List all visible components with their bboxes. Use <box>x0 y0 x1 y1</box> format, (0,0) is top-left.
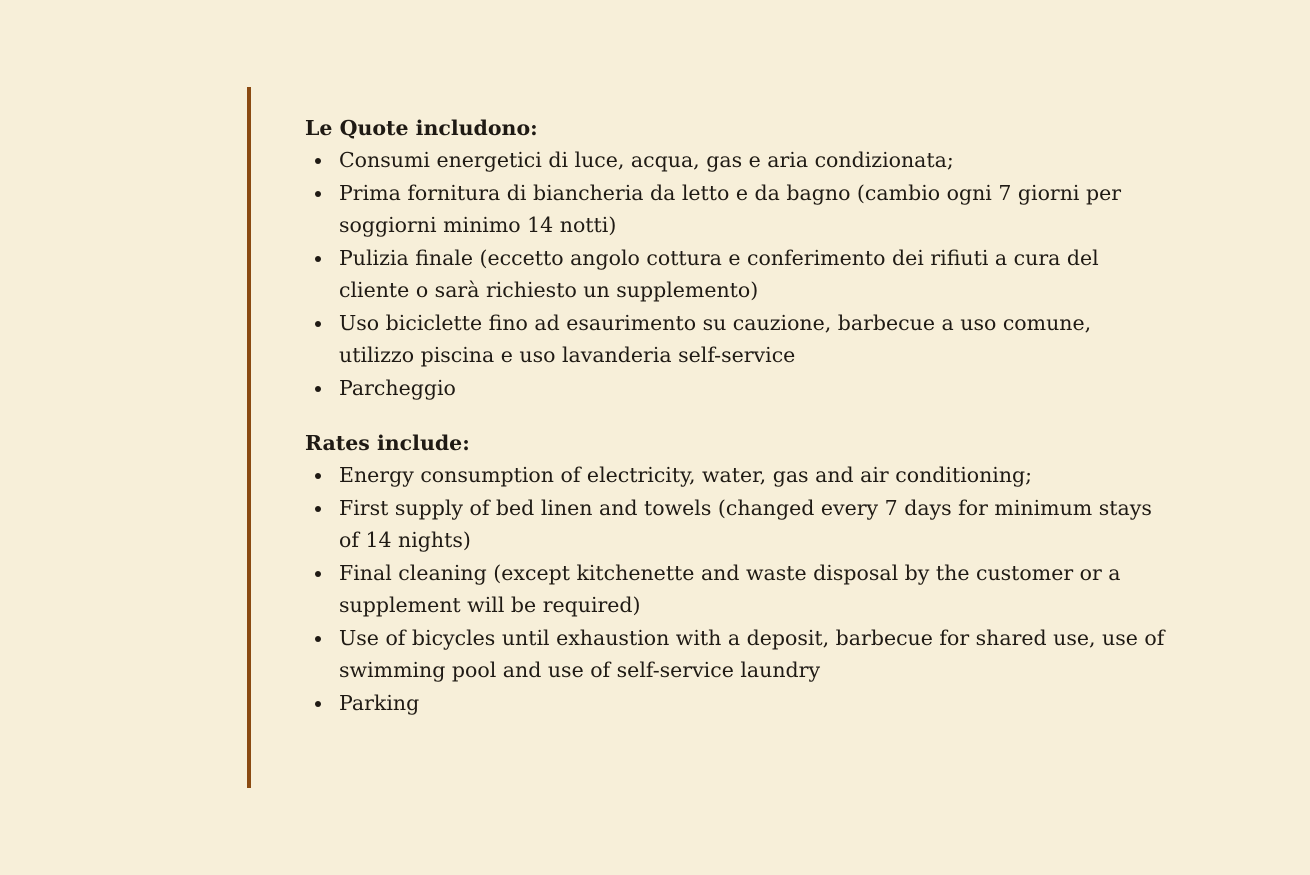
list-english <box>305 459 1165 719</box>
list-item: Parcheggio <box>305 372 1165 405</box>
list-item: Consumi energetici di luce, acqua, gas e aria condizionata; <box>305 144 1165 177</box>
section-title-italian: Le Quote includono: <box>305 116 538 140</box>
list-item: First supply of bed linen and towels (changed every 7 days for minimum stays of 14 nights) <box>305 492 1165 557</box>
list-item: Use of bicycles until exhaustion with a deposit, barbecue for shared use, use of swimming pool and use of self-service laundry <box>305 622 1165 687</box>
list-italian <box>305 144 1165 404</box>
rates-content <box>305 112 1165 719</box>
section-title-english: Rates include: <box>305 431 470 455</box>
section-english <box>305 427 1165 719</box>
list-item: Prima fornitura di biancheria da letto e da bagno (cambio ogni 7 giorni per soggiorni minimo 14 notti) <box>305 177 1165 242</box>
list-item: Parking <box>305 687 1165 720</box>
list-item: Pulizia finale (eccetto angolo cottura e conferimento dei rifiuti a cura del cliente o sarà richiesto un supplemento) <box>305 242 1165 307</box>
accent-divider <box>247 87 251 788</box>
list-item: Final cleaning (except kitchenette and waste disposal by the customer or a supplement will be required) <box>305 557 1165 622</box>
list-item: Energy consumption of electricity, water, gas and air conditioning; <box>305 459 1165 492</box>
list-item: Uso biciclette fino ad esaurimento su cauzione, barbecue a uso comune, utilizzo piscina e uso lavanderia self-service <box>305 307 1165 372</box>
section-italian <box>305 112 1165 404</box>
